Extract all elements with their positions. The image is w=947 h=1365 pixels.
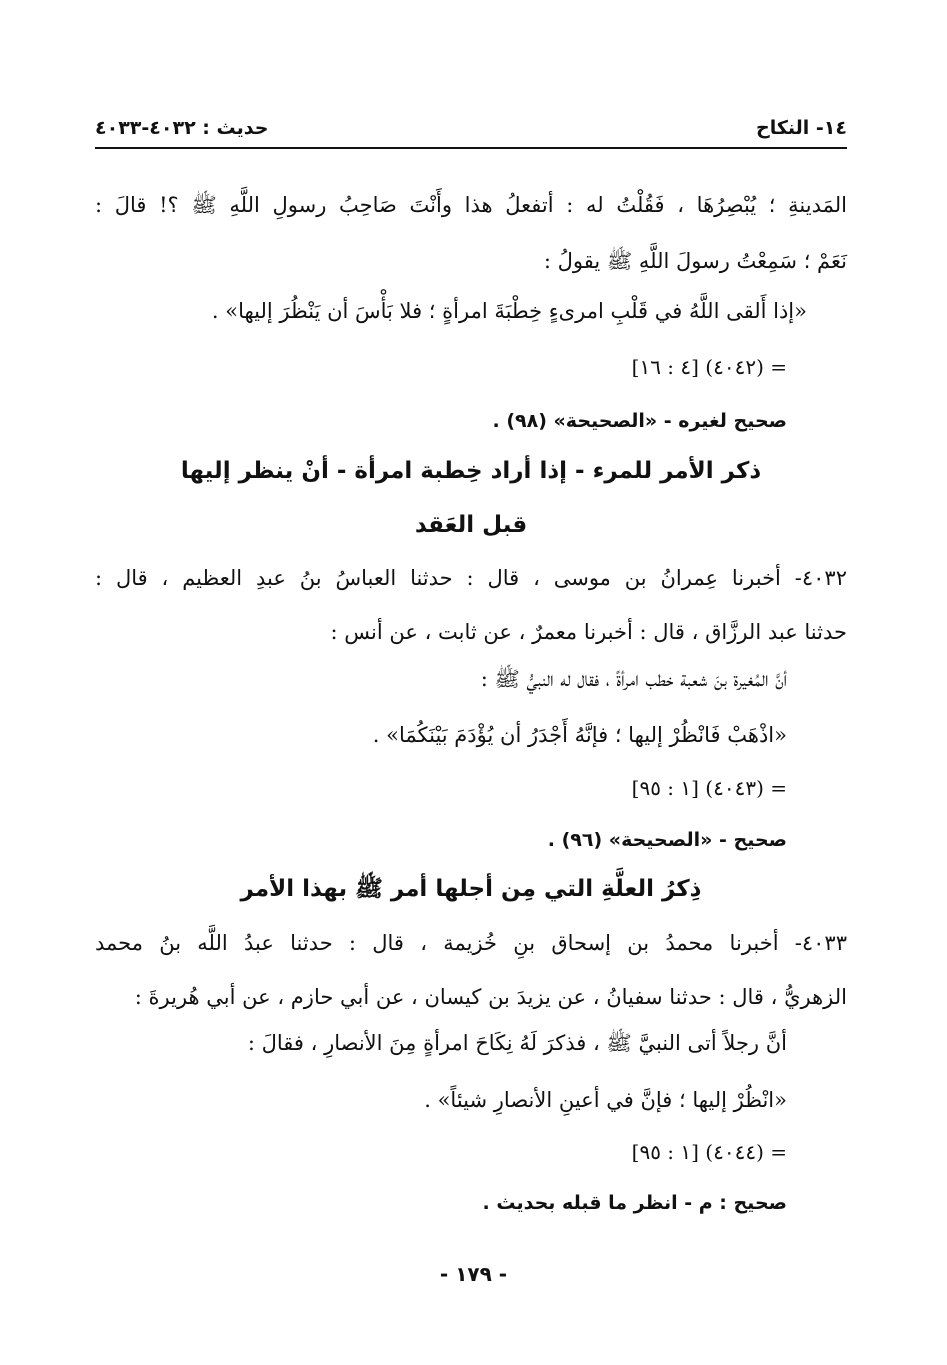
grading: صحيح - «الصحيحة» (٩٦) . (547, 829, 787, 851)
grading: صحيح : م - انظر ما قبله بحديث . (482, 1192, 787, 1214)
chapter-title: ذكر الأمر للمرء - إذا أراد خِطبة امرأة - أنْ ينظر إليها (180, 458, 762, 484)
continuation-line-2: نَعَمْ ؛ سَمِعْتُ رسولَ اللَّهِ ﷺ يقولُ : (543, 249, 847, 273)
page-header (95, 110, 847, 146)
continuation-line-1: المَدينةِ ؛ يُبْصِرُهَا ، فَقُلْتُ له : أتفعلُ هذا وأَنْتَ صَاحِبُ رسولِ اللَّهِ ﷺ ؟! قالَ : (95, 193, 847, 217)
chapter-title: ذِكرُ العلَّةِ التي مِن أجلها أمر ﷺ بهذا الأمر (240, 876, 702, 902)
isnad-line-1: ٤٠٣٢- أخبرنا عِمرانُ بن موسى ، قال : حدثنا العباسُ بنُ عبدِ العظيم ، قال : (95, 566, 847, 590)
isnad-line-2: حدثنا عبد الرزَّاق ، قال : أخبرنا معمرٌ ، عن ثابت ، عن أنس : (330, 620, 847, 644)
cross-reference: = (٤٠٤٣) [١ : ٩٥] (631, 776, 787, 800)
grading: صحيح لغيره - «الصحيحة» (٩٨) . (492, 410, 787, 432)
header-divider (95, 147, 847, 149)
chapter-title-continued: قبل العَقد (414, 512, 528, 538)
page-number: - ١٧٩ - (439, 1262, 508, 1286)
matn-line: «إذا أَلقى اللَّهُ في قَلْبِ امرىءٍ خِطْبَةَ امرأةٍ ؛ فلا بَأْسَ أن يَنْظُرَ إليها» . (211, 299, 807, 323)
chapter-heading: ١٤- النكاح (756, 117, 847, 139)
hadith-range: حديث : ٤٠٣٢-٤٠٣٣ (95, 117, 269, 139)
cross-reference: = (٤٠٤٤) [١ : ٩٥] (631, 1140, 787, 1164)
matn-line: أنَّ رجلاً أتى النبيَّ ﷺ ، فذكرَ لَهُ نِكَاحَ امرأةٍ مِنَ الأنصارِ ، فقالَ : (247, 1031, 787, 1055)
matn-line: «انْظُرْ إليها ؛ فإنَّ في أعينِ الأنصارِ شيئاً» . (424, 1088, 787, 1112)
isnad-line-1: ٤٠٣٣- أخبرنا محمدُ بن إسحاق بنِ خُزيمة ، قال : حدثنا عبدُ اللَّه بنُ محمد (95, 931, 847, 955)
isnad-line-2: الزهريُّ ، قال : حدثنا سفيانُ ، عن يزيدَ بن كيسان ، عن أبي حازم ، عن أبي هُريرةَ : (134, 985, 847, 1009)
matn-line: أنَّ المُغيرة بنَ شعبة خطب امرأةً ، فقال له النبيُّ ﷺ : (480, 667, 787, 691)
cross-reference: = (٤٠٤٢) [٤ : ١٦] (631, 355, 787, 379)
matn-line: «اذْهَبْ فَانْظُرْ إليها ؛ فإنَّهُ أَجْدَرُ أن يُؤْدَمَ بَيْنَكُمَا» . (372, 723, 787, 747)
